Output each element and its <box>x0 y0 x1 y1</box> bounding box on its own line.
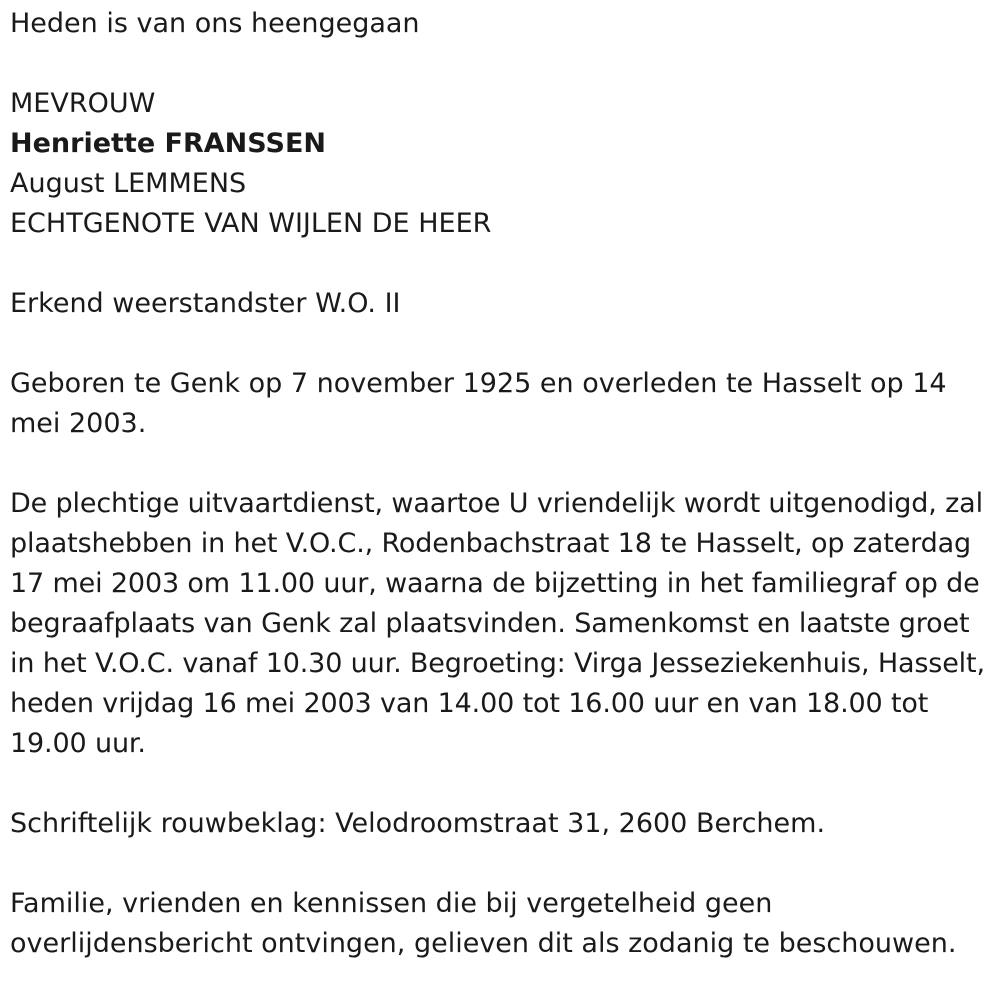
deceased-name: Henriette FRANSSEN <box>10 128 326 159</box>
spacer <box>10 324 985 364</box>
funeral-paragraph: De plechtige uitvaartdienst, waartoe U vriendelijk wordt uitgenodigd, zal plaatshebben in het V.O.C., Rodenbachstraat 18 te Hasselt, op zaterdag 17 mei 2003 om 11.00 uur, waarna de bijzetting in het familiegraf op de begraafplaats van Genk zal plaatsvinden. Samenkomst en laatste groet in het V.O.C. vanaf 10.30 uur. Begroeting: Virga Jesseziekenhuis, Hasselt, heden vrijdag 16 mei 2003 van 14.00 tot 16.00 uur en van 18.00 tot 19.00 uur. <box>10 488 985 759</box>
birth-death-paragraph: Geboren te Genk op 7 november 1925 en overleden te Hasselt op 14 mei 2003. <box>10 368 947 439</box>
intro-line: Heden is van ons heengegaan <box>10 8 420 39</box>
spouse-name: August LEMMENS <box>10 168 247 199</box>
closing-paragraph: Familie, vrienden en kennissen die bij vergetelheid geen overlijdensbericht ontvingen, gelieven dit als zodanig te beschouwen. <box>10 888 957 959</box>
condolences-line: Schriftelijk rouwbeklag: Velodroomstraat 31, 2600 Berchem. <box>10 808 826 839</box>
honorific-title: MEVROUW <box>10 88 156 119</box>
spacer <box>10 844 985 884</box>
spacer <box>10 44 985 84</box>
distinction-line: Erkend weerstandster W.O. II <box>10 288 401 319</box>
spacer <box>10 244 985 284</box>
spacer <box>10 764 985 804</box>
spouse-relation: ECHTGENOTE VAN WIJLEN DE HEER <box>10 208 492 239</box>
spacer <box>10 444 985 484</box>
obituary-notice <box>10 4 985 964</box>
